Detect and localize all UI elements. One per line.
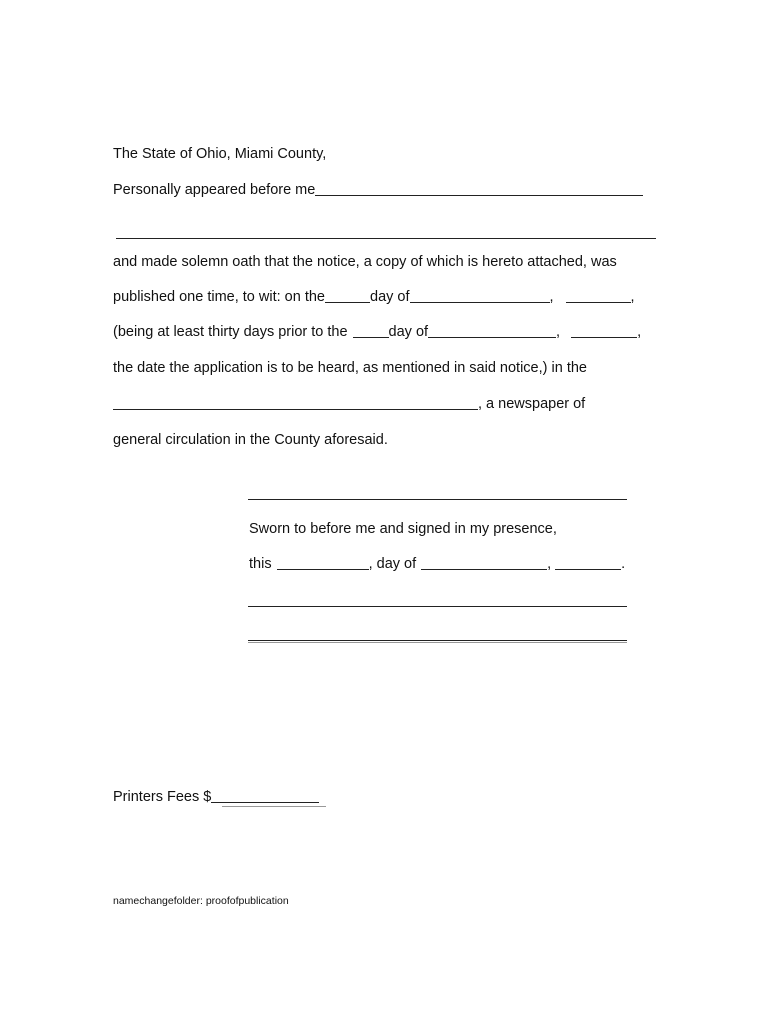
affiant-signature-line[interactable] bbox=[248, 499, 627, 500]
notary-signature-line[interactable] bbox=[248, 606, 627, 607]
hearing-comma-1: , bbox=[556, 324, 561, 340]
affiant-name-continuation-blank[interactable] bbox=[116, 238, 656, 239]
being-prior-line bbox=[113, 323, 641, 341]
newspaper-name-blank[interactable] bbox=[113, 395, 478, 410]
being-prior-text: (being at least thirty days prior to the bbox=[113, 324, 348, 340]
hearing-day-blank[interactable] bbox=[353, 323, 389, 338]
hearing-month-blank[interactable] bbox=[428, 323, 556, 338]
newspaper-suffix-text: , a newspaper of bbox=[478, 396, 586, 412]
application-date-line: the date the application is to be heard, as mentioned in said notice,) in the bbox=[113, 360, 587, 376]
printers-fees-line bbox=[113, 788, 319, 806]
printers-fees-underline-shadow bbox=[222, 806, 326, 807]
hearing-year-blank[interactable] bbox=[571, 323, 637, 338]
notary-title-line-shadow bbox=[248, 642, 627, 643]
printers-fees-text: Printers Fees $ bbox=[113, 789, 212, 805]
hearing-day-of-text: day of bbox=[388, 324, 429, 340]
sworn-year-blank[interactable] bbox=[555, 555, 621, 570]
published-month-blank[interactable] bbox=[410, 288, 550, 303]
sworn-line: Sworn to before me and signed in my presence, bbox=[249, 521, 557, 537]
published-year-blank[interactable] bbox=[566, 288, 631, 303]
hearing-comma-2: , bbox=[637, 324, 642, 340]
this-text: this bbox=[249, 556, 272, 572]
state-county-line: The State of Ohio, Miami County, bbox=[113, 146, 327, 162]
published-line bbox=[113, 288, 635, 306]
newspaper-line bbox=[113, 395, 585, 413]
sworn-period: . bbox=[621, 556, 626, 572]
solemn-oath-line: and made solemn oath that the notice, a copy of which is hereto attached, was bbox=[113, 254, 617, 270]
footer-folder-label: namechangefolder: proofofpublication bbox=[113, 895, 289, 907]
affiant-name-blank[interactable] bbox=[315, 181, 643, 196]
sworn-comma: , bbox=[547, 556, 552, 572]
published-text: published one time, to wit: on the bbox=[113, 289, 325, 305]
sworn-date-line bbox=[249, 555, 625, 573]
published-comma-1: , bbox=[549, 289, 554, 305]
personally-appeared-line bbox=[113, 181, 643, 199]
notary-title-line[interactable] bbox=[248, 640, 627, 641]
sworn-day-of-text: , day of bbox=[368, 556, 417, 572]
sworn-month-blank[interactable] bbox=[421, 555, 547, 570]
general-circulation-line: general circulation in the County aforesaid. bbox=[113, 432, 388, 448]
published-day-of-text: day of bbox=[370, 289, 410, 305]
printers-fees-blank[interactable] bbox=[211, 788, 319, 803]
published-comma-2: , bbox=[630, 289, 635, 305]
personally-appeared-text: Personally appeared before me bbox=[113, 182, 316, 198]
published-day-blank[interactable] bbox=[325, 288, 370, 303]
sworn-day-blank[interactable] bbox=[277, 555, 369, 570]
